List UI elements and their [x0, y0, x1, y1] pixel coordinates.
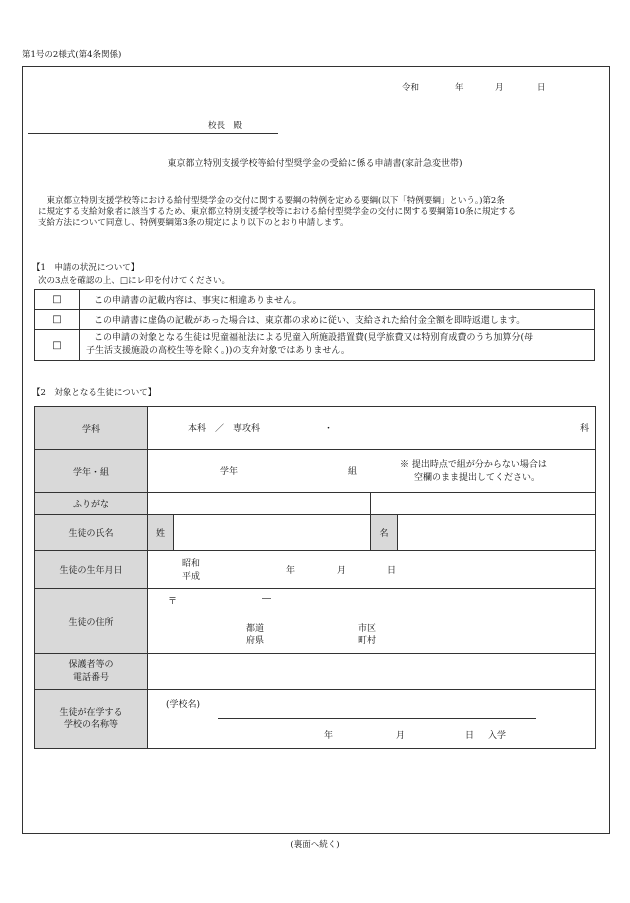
- school-name-label: (学校名): [166, 700, 201, 710]
- confirmation-row: [35, 290, 595, 310]
- footer-continue: (裏面へ続く): [290, 840, 340, 850]
- date-month: 月: [495, 83, 504, 93]
- furigana-surname-field[interactable]: [148, 493, 371, 515]
- department-label: 学科: [35, 407, 148, 450]
- given-name-label: 名: [371, 515, 398, 551]
- given-name-field[interactable]: [398, 515, 596, 551]
- era-heisei[interactable]: 平成: [182, 572, 201, 582]
- birthdate-row: [35, 551, 596, 589]
- phone-label: [35, 654, 148, 690]
- course-option[interactable]: 本科 ／ 専攻科: [188, 424, 261, 434]
- addressee-line: [28, 133, 278, 134]
- phone-label-1: 保護者等の: [68, 660, 114, 671]
- confirmation-text-3: [80, 330, 595, 361]
- section2-heading: 【2 対象となる生徒について】: [32, 388, 157, 398]
- section1-heading: 【1 申請の状況について】: [32, 263, 140, 273]
- intro-line-3: 支給方法について同意し、特例要綱第3条の規定により以下のとおり申請します。: [38, 218, 349, 229]
- addressee: 校長 殿: [208, 121, 243, 131]
- birth-month: 月: [337, 566, 347, 576]
- grade-row: [35, 450, 596, 493]
- confirmation-table: [34, 289, 595, 361]
- grade-field[interactable]: [148, 450, 596, 493]
- grade-label: 学年・組: [35, 450, 148, 493]
- birthdate-field[interactable]: [148, 551, 596, 589]
- confirmation-text-1: この申請書の記載内容は、事実に相違ありません。: [80, 290, 595, 310]
- name-row: [35, 515, 596, 551]
- era-showa[interactable]: 昭和: [182, 559, 201, 569]
- phone-row: [35, 654, 596, 690]
- class-unit: 組: [348, 467, 358, 477]
- birthdate-label: 生徒の生年月日: [35, 551, 148, 589]
- enroll-month: 月: [396, 731, 406, 741]
- section1-instruction: 次の3点を確認の上、□にレ印を付けてください。: [38, 276, 230, 286]
- confirmation-row: [35, 330, 595, 361]
- page-title: 東京都立特別支援学校等給付型奨学金の受給に係る申請書(家計急変世帯): [167, 159, 463, 169]
- department-field[interactable]: [148, 407, 596, 450]
- confirmation-row: [35, 310, 595, 330]
- school-label-1: 生徒が在学する: [59, 707, 123, 718]
- school-field[interactable]: [148, 690, 596, 749]
- furigana-label: ふりがな: [35, 493, 148, 515]
- school-row: [35, 690, 596, 749]
- enroll-day: 日: [465, 731, 475, 741]
- pref-2: 府県: [246, 636, 265, 646]
- city-1: 市区: [358, 624, 377, 634]
- intro-line-2: に規定する支給対象者に該当するため、東京都立特別支援学校等における給付型奨学金の交付に関する要綱第10条に規定する: [38, 207, 516, 218]
- address-row: [35, 589, 596, 654]
- form-number: 第1号の2様式(第4条関係): [22, 50, 122, 60]
- checkbox-3[interactable]: □: [35, 330, 80, 361]
- department-row: [35, 407, 596, 450]
- city-2: 町村: [358, 636, 377, 646]
- grade-note-1: ※ 提出時点で組が分からない場合は: [400, 460, 547, 470]
- school-name-line: [218, 718, 536, 719]
- phone-field[interactable]: [148, 654, 596, 690]
- furigana-row: [35, 493, 596, 515]
- birth-day: 日: [387, 566, 397, 576]
- grade-unit: 学年: [220, 467, 239, 477]
- postal-dash: ―: [262, 594, 271, 604]
- checkbox-2[interactable]: □: [35, 310, 80, 330]
- date-day: 日: [537, 83, 546, 93]
- department-suffix: 科: [579, 424, 589, 434]
- enroll-label: 入学: [488, 731, 507, 741]
- confirmation-text-2: この申請書に虚偽の記載があった場合は、東京都の求めに従い、支給された給付金全額を即時返還します。: [80, 310, 595, 330]
- intro-line-1: 東京都立特別支援学校等における給付型奨学金の交付に関する要綱の特例を定める要綱(以下「特例要綱」という。)第2条: [38, 196, 505, 206]
- date-year: 年: [455, 83, 464, 93]
- surname-label: 姓: [148, 515, 174, 551]
- student-info-table: [34, 406, 596, 749]
- date-era: 令和: [402, 83, 420, 93]
- pref-1: 都道: [246, 624, 265, 634]
- birth-year: 年: [286, 566, 296, 576]
- surname-field[interactable]: [174, 515, 371, 551]
- address-label: 生徒の住所: [35, 589, 148, 654]
- department-dot: ・: [324, 424, 334, 434]
- school-label-2: 学校の名称等: [63, 720, 118, 730]
- intro-paragraph: [38, 196, 603, 229]
- name-label: 生徒の氏名: [35, 515, 148, 551]
- address-field[interactable]: [148, 589, 596, 654]
- confirmation-text-3b: 子生活支援施設の高校生等を除く。))の支弁対象ではありません。: [86, 346, 350, 356]
- school-label: [35, 690, 148, 749]
- confirmation-text-3a: この申請の対象となる生徒は児童福祉法による児童入所施設措置費(見学旅費又は特別育成費のうち加算分(母: [94, 333, 534, 344]
- enroll-year: 年: [324, 731, 334, 741]
- furigana-given-field[interactable]: [371, 493, 596, 515]
- postal-mark: 〒: [168, 597, 178, 607]
- phone-label-2: 電話番号: [72, 672, 109, 683]
- grade-note-2: 空欄のまま提出してください。: [414, 473, 541, 483]
- checkbox-1[interactable]: □: [35, 290, 80, 310]
